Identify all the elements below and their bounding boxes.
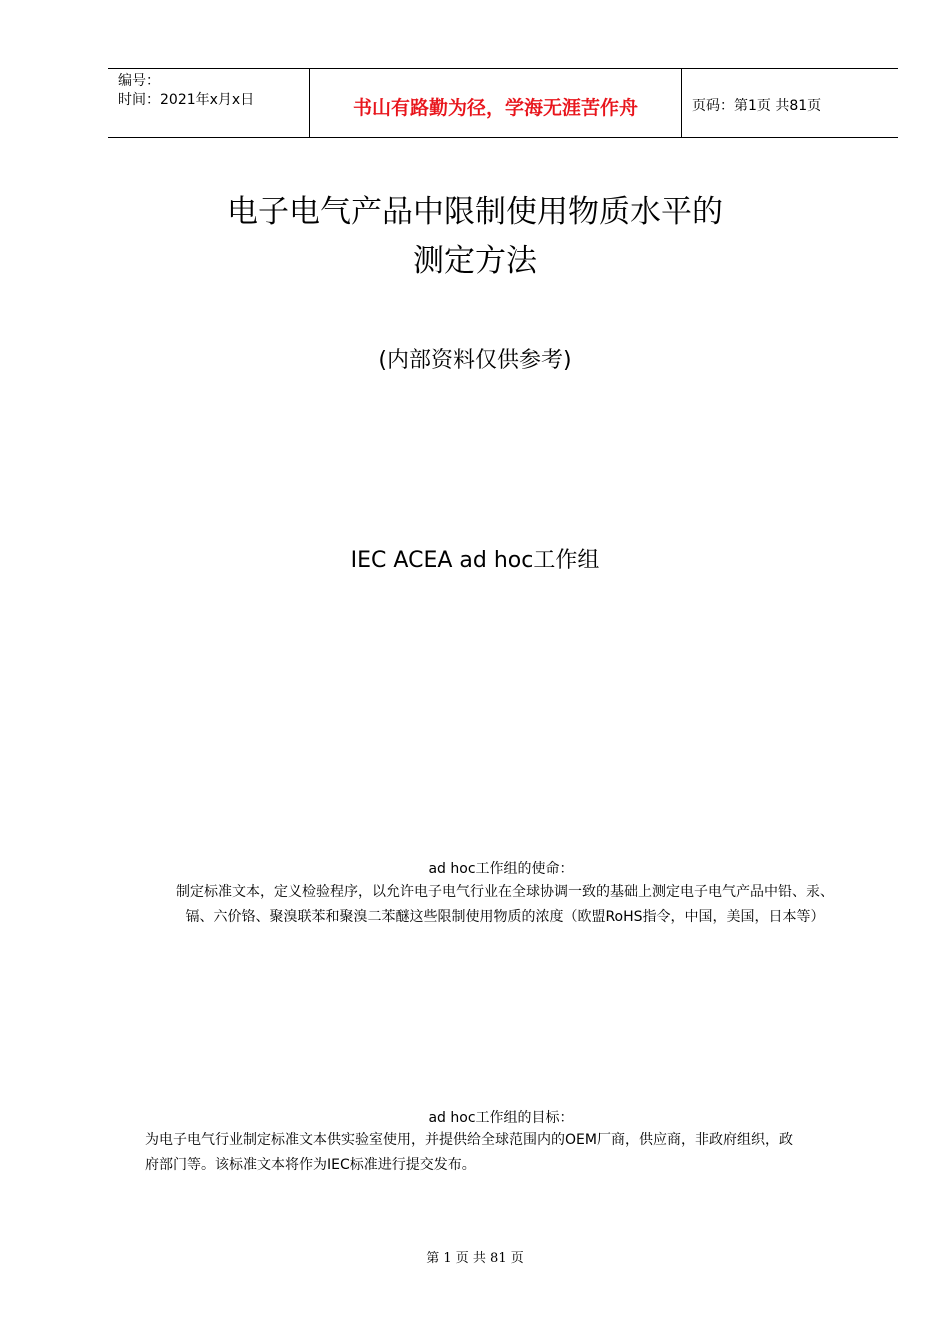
- page-info: 页码：第1页 共81页: [692, 98, 822, 114]
- motto: 书山有路勤为径，学海无涯苦作舟: [352, 97, 638, 119]
- goal-line-2: 府部门等。该标准文本将作为IEC标准进行提交发布。: [145, 1157, 476, 1173]
- goal-text: [145, 1128, 865, 1178]
- mission-line-1: 制定标准文本，定义检验程序，以允许电子电气行业在全球协调一致的基础上测定电子电气产品中铅、汞、: [176, 884, 834, 900]
- mission-text: [145, 880, 865, 930]
- header-table: [108, 68, 898, 138]
- goal-heading: ad hoc工作组的目标：: [428, 1110, 574, 1126]
- goal-line-1: 为电子电气行业制定标准文本供实验室使用，并提供给全球范围内的OEM厂商，供应商，非政府组织，政: [145, 1132, 793, 1148]
- working-group-name: IEC ACEA ad hoc工作组: [350, 548, 600, 573]
- date-line: 时间：2021年x月x日: [118, 92, 255, 108]
- mission-heading: ad hoc工作组的使命：: [428, 861, 574, 877]
- header-page-cell: [682, 69, 898, 137]
- title-line-2: 测定方法: [413, 243, 537, 279]
- header-motto-cell: [309, 69, 682, 137]
- page-footer: 第 1 页 共 81 页: [426, 1251, 524, 1266]
- title-line-1: 电子电气产品中限制使用物质水平的: [227, 194, 723, 230]
- subtitle: (内部资料仅供参考): [378, 348, 572, 373]
- header-meta-cell: [108, 69, 309, 137]
- mission-line-2: 镉、六价铬、聚溴联苯和聚溴二苯醚这些限制使用物质的浓度（欧盟RoHS指令，中国，美国，日本等）: [185, 909, 825, 925]
- number-label: 编号：: [118, 73, 160, 89]
